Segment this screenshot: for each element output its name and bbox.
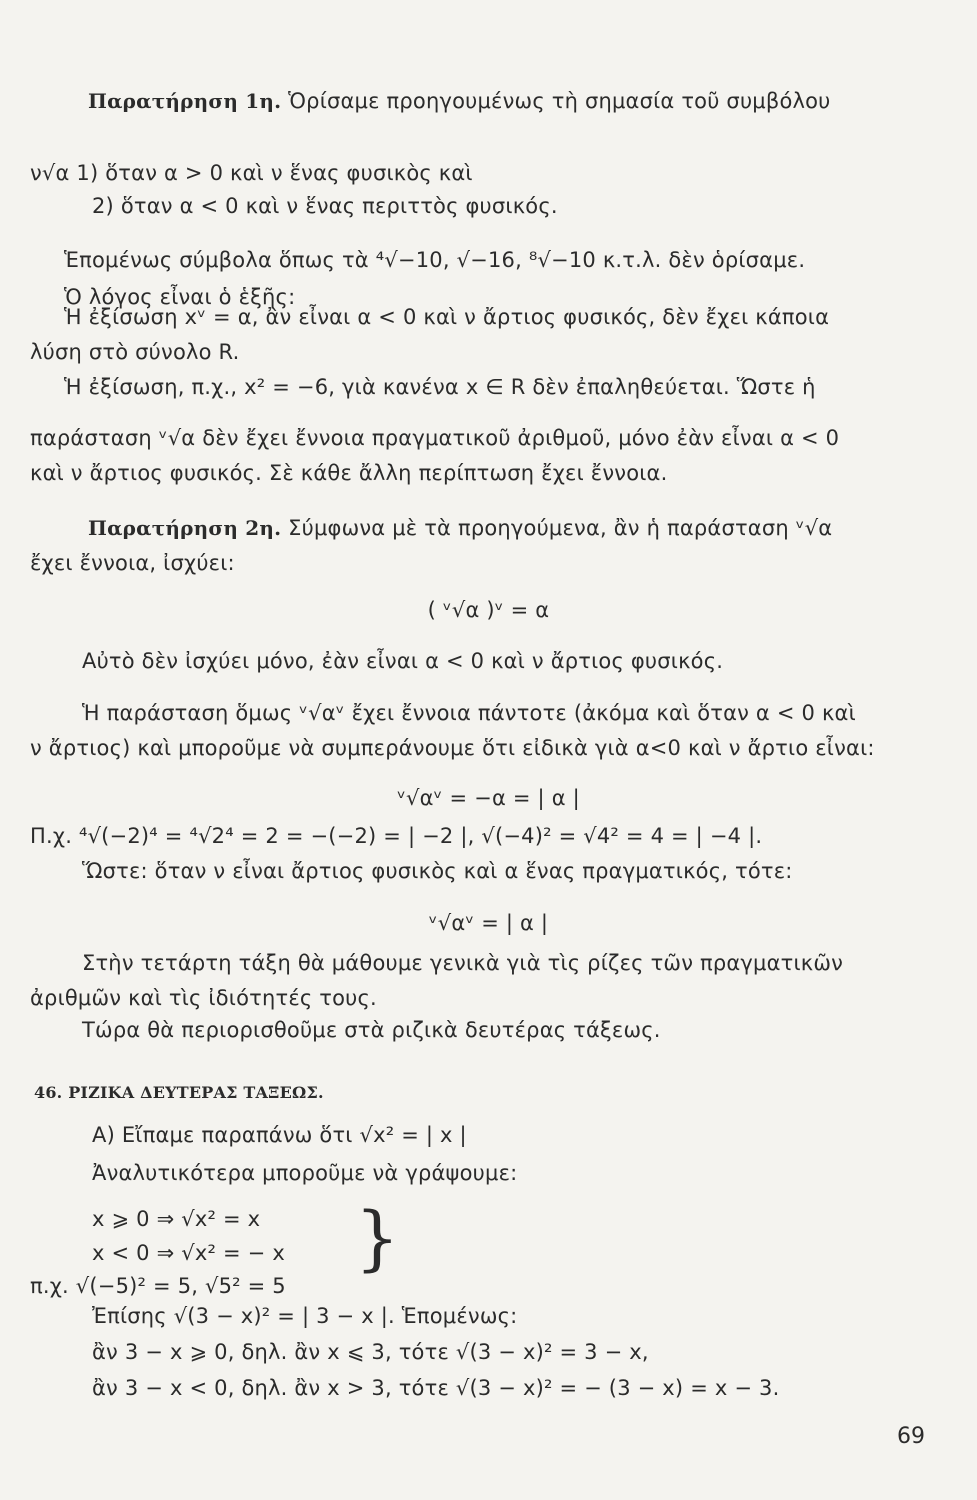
right-brace: } [355, 1197, 400, 1279]
remark-2-line [88, 515, 832, 541]
text-line: Ὁ λόγος εἶναι ὁ ἑξῆς: [64, 285, 296, 309]
text-line: Α) Εἴπαμε παραπάνω ὅτι √x² = | x | [92, 1123, 467, 1147]
text-line: ν ἄρτιος) καὶ μποροῦμε νὰ συμπεράνουμε ὅτι εἰδικὰ γιὰ α<0 καὶ ν ἄρτιο εἶναι: [30, 736, 875, 760]
formula-line: x < 0 ⇒ √x² = − x [92, 1241, 285, 1265]
text-line: καὶ ν ἄρτιος φυσικός. Σὲ κάθε ἄλλη περίπτωση ἔχει ἔννοια. [30, 461, 668, 485]
remark-2-text: Σύμφωνα μὲ τὰ προηγούμενα, ἂν ἡ παράσταση ᵛ√α [281, 516, 833, 540]
text-line: ἔχει ἔννοια, ἰσχύει: [30, 551, 235, 575]
text-line: ἀριθμῶν καὶ τὶς ἰδιότητές τους. [30, 986, 377, 1010]
text-line: Τώρα θὰ περιορισθοῦμε στὰ ριζικὰ δευτέρας τάξεως. [82, 1018, 661, 1042]
page-number: 69 [897, 1424, 925, 1449]
text-line: Ἡ παράσταση ὅμως ᵛ√αᵛ ἔχει ἔννοια πάντοτε (ἀκόμα καὶ ὅταν α < 0 καὶ [82, 701, 856, 725]
text-line: Στὴν τετάρτη τάξη θὰ μάθουμε γενικὰ γιὰ τὶς ρίζες τῶν πραγματικῶν [82, 951, 844, 975]
remark-1-text: Ὁρίσαμε προηγουμένως τὴ σημασία τοῦ συμβόλου [281, 89, 831, 113]
text-line: λύση στὸ σύνολο R. [30, 340, 240, 364]
remark-1-heading: Παρατήρηση 1η. [88, 89, 282, 113]
text-line: π.χ. √(−5)² = 5, √5² = 5 [30, 1274, 286, 1298]
text-line: ν√α 1) ὅταν α > 0 καὶ ν ἕνας φυσικὸς καὶ [30, 161, 473, 185]
text-line: ἂν 3 − x ⩾ 0, δηλ. ἂν x ⩽ 3, τότε √(3 − x)² = 3 − x, [92, 1340, 649, 1364]
remark-2-heading: Παρατήρηση 2η. [88, 516, 282, 540]
text-line: Ἀναλυτικότερα μποροῦμε νὰ γράψουμε: [92, 1161, 518, 1185]
formula-line: ᵛ√αᵛ = −α = | α | [397, 786, 580, 810]
formula-line: x ⩾ 0 ⇒ √x² = x [92, 1207, 261, 1231]
text-line: παράσταση ᵛ√α δὲν ἔχει ἔννοια πραγματικοῦ ἀριθμοῦ, μόνο ἐὰν εἶναι α < 0 [30, 426, 840, 450]
text-line: Ἡ ἐξίσωση xᵛ = α, ἂν εἶναι α < 0 καὶ ν ἄρτιος φυσικός, δὲν ἔχει κάποια [64, 305, 830, 329]
text-line: ἂν 3 − x < 0, δηλ. ἂν x > 3, τότε √(3 − x)² = − (3 − x) = x − 3. [92, 1376, 780, 1400]
formula-line: ᵛ√αᵛ = | α | [428, 911, 549, 935]
remark-1-line [88, 88, 831, 114]
formula-line: ( ᵛ√α )ᵛ = α [427, 598, 550, 622]
text-line: Ἑπομένως σύμβολα ὅπως τὰ ⁴√−10, √−16, ⁸√−10 κ.τ.λ. δὲν ὁρίσαμε. [64, 248, 806, 272]
text-line: 2) ὅταν α < 0 καὶ ν ἕνας περιττὸς φυσικός. [92, 194, 558, 218]
text-line: Αὐτὸ δὲν ἰσχύει μόνο, ἐὰν εἶναι α < 0 καὶ ν ἄρτιος φυσικός. [82, 649, 724, 673]
text-line: Ὥστε: ὅταν ν εἶναι ἄρτιος φυσικὸς καὶ α ἕνας πραγματικός, τότε: [82, 859, 793, 883]
text-line: Ἐπίσης √(3 − x)² = | 3 − x |. Ἑπομένως: [92, 1304, 518, 1328]
text-line: Ἡ ἐξίσωση, π.χ., x² = −6, γιὰ κανένα x ∈ R δὲν ἐπαληθεύεται. Ὥστε ἡ [64, 375, 816, 399]
text-line: Π.χ. ⁴√(−2)⁴ = ⁴√2⁴ = 2 = −(−2) = | −2 |, √(−4)² = √4² = 4 = | −4 |. [30, 824, 763, 848]
section-heading: 46. ΡΙΖΙΚΑ ΔΕΥΤΕΡΑΣ ΤΑΞΕΩΣ. [34, 1083, 324, 1102]
